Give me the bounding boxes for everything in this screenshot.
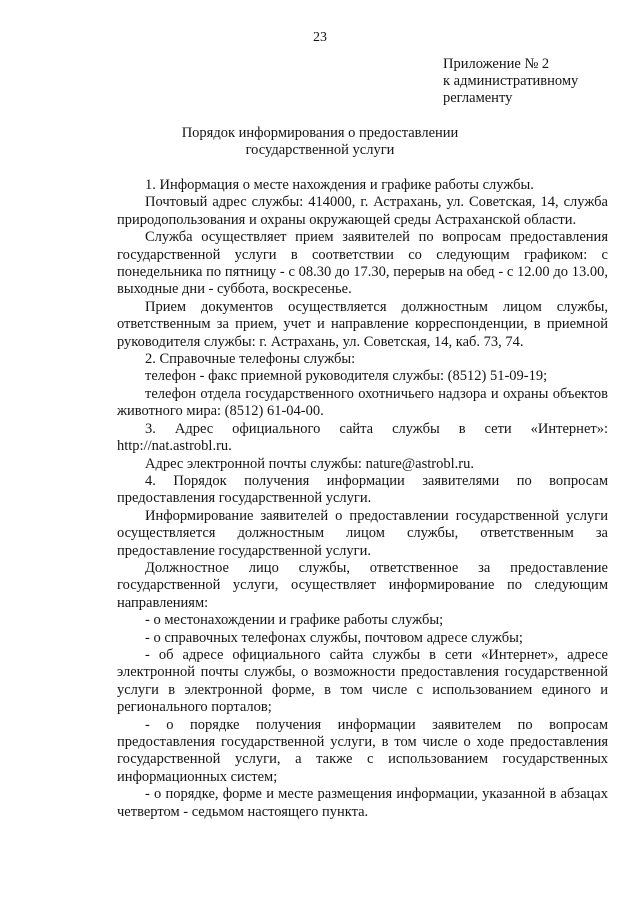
paragraph-7: телефон отдела государственного охотничьего надзора и охраны объектов животного мира: (8512) 61-04-00. xyxy=(117,385,608,420)
paragraph-2: Почтовый адрес службы: 414000, г. Астрахань, ул. Советская, 14, служба природопользования и охраны окружающей среды Астраханской области. xyxy=(117,194,608,228)
list-item-1: - о местонахождении и графике работы службы; xyxy=(145,612,444,629)
annex-line-3: регламенту xyxy=(443,90,513,106)
annex-line-2: к административному xyxy=(443,73,579,89)
title-line-1: Порядок информирования о предоставлении xyxy=(181,125,459,141)
paragraph-1: 1. Информация о месте нахождения и графике работы службы. xyxy=(145,177,534,193)
paragraph-5: 2. Справочные телефоны службы: xyxy=(145,351,356,368)
paragraph-12: Должностное лицо службы, ответственное за предоставление государственной услуги, осуществляет информирование по следующим направлениям: xyxy=(117,559,608,611)
paragraph-4: Прием документов осуществляется должностным лицом службы, ответственным за прием, учет и направление корреспонденции, в приемной руководителя службы: г. Астрахань, ул. Советская, 14, каб. 73, 74. xyxy=(117,298,608,350)
document-body xyxy=(117,177,608,821)
paragraph-6: телефон - факс приемной руководителя службы: (8512) 51-09-19; xyxy=(145,368,548,385)
document-title xyxy=(0,125,640,159)
list-item-5: - о порядке, форме и месте размещения информации, указанной в абзацах четвертом - седьмом настоящего пункта. xyxy=(117,786,608,820)
annex-header xyxy=(443,56,633,107)
paragraph-11: Информирование заявителей о предоставлении государственной услуги осуществляется должностным лицом службы, ответственным за предоставление государственной услуги. xyxy=(117,507,608,559)
page-number: 23 xyxy=(313,30,327,45)
paragraph-9: Адрес электронной почты службы: nature@astrobl.ru. xyxy=(145,455,474,472)
title-line-2: государственной услуги xyxy=(245,142,395,158)
list-item-2: - о справочных телефонах службы, почтовом адресе службы; xyxy=(145,629,523,646)
list-item-3: - об адресе официального сайта службы в сети «Интернет», адресе электронной почты службы, о возможности предоставления государственной услуги в электронной форме, в том числе с использованием единого и регионального порталов; xyxy=(117,646,608,716)
paragraph-10: 4. Порядок получения информации заявителями по вопросам предоставления государственной услуги. xyxy=(117,472,608,507)
list-item-4: - о порядке получения информации заявителем по вопросам предоставления государственной услуги, в том числе о ходе предоставления государственной услуги, а также с использованием государственных информационных систем; xyxy=(117,716,608,785)
paragraph-8: 3. Адрес официального сайта службы в сети «Интернет»: http://nat.astrobl.ru. xyxy=(117,420,608,455)
paragraph-3: Служба осуществляет прием заявителей по вопросам предоставления государственной услуги в соответствии со следующим графиком: с понедельника по пятницу - с 08.30 до 17.30, перерыв на обед - с 12.00 до 13.00, выходные дни - суббота, воскресенье. xyxy=(117,229,608,298)
annex-line-1: Приложение № 2 xyxy=(443,56,550,72)
